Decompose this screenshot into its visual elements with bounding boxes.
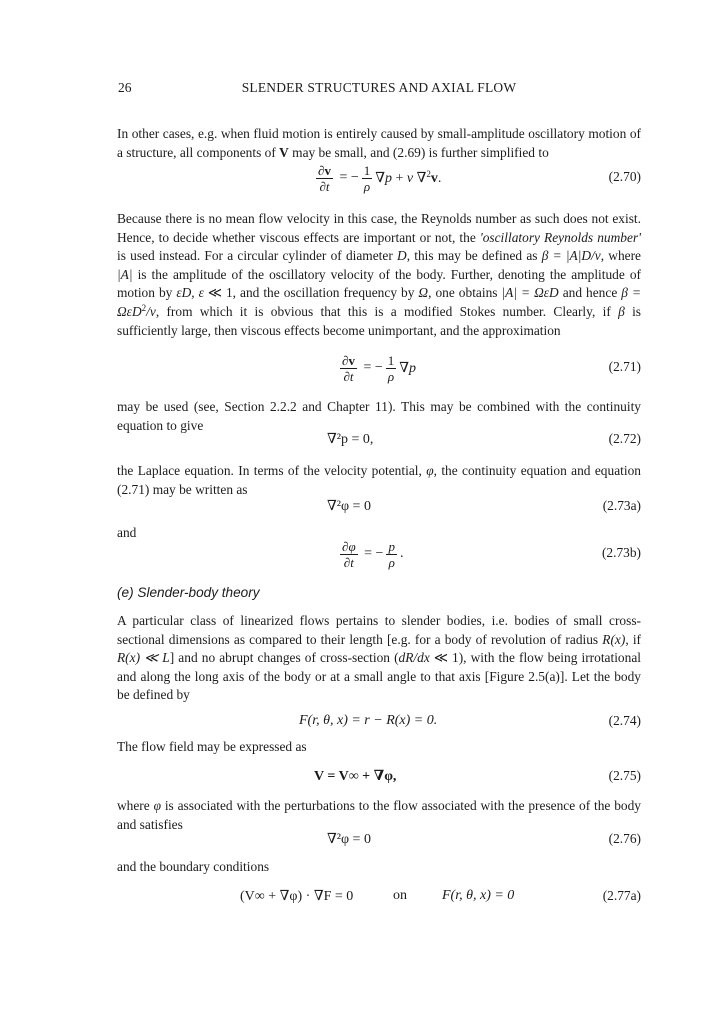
equation-2-73a: ∇²φ = 0 (2.73a) bbox=[327, 498, 641, 514]
equation-2-72: ∇²p = 0, (2.72) bbox=[327, 431, 641, 447]
paragraph-continuity: may be used (see, Section 2.2.2 and Chapter 11). This may be combined with the continuity equation to give bbox=[117, 399, 641, 433]
paragraph-slender-body: A particular class of linearized flows pertains to slender bodies, i.e. bodies of small cross-sectional dimensions as compared to their length [e.g. for a body of revolution of radius R(x), if R(x) ≪ L] and no abrupt changes of cross-section (dR/dx ≪ 1), with the flow being irrotational and along the long axis of the body or at a small angle to that axis [Figure 2.5(a)]. Let the body be defined by bbox=[117, 613, 641, 703]
page-header bbox=[118, 80, 640, 100]
equation-2-76: ∇²φ = 0 (2.76) bbox=[327, 831, 641, 847]
equation-2-77a: (V∞ + ∇φ) · ∇F = 0 on F(r, θ, x) = 0 (2.77a) bbox=[240, 888, 641, 904]
equation-2-75: V = V∞ + ∇φ, (2.75) bbox=[314, 768, 641, 784]
running-title: SLENDER STRUCTURES AND AXIAL FLOW bbox=[241, 80, 517, 95]
equation-number: (2.76) bbox=[608, 831, 641, 846]
page-number: 26 bbox=[118, 80, 132, 95]
paragraph-boundary-conditions: and the boundary conditions bbox=[117, 859, 270, 874]
equation-number: (2.74) bbox=[608, 713, 641, 728]
equation-2-70: $\frac{\partial v}{\partial t}$ = − $\frac{1}{\rho}$ ∇p + ν ∇$^2$v. (2.70) bbox=[318, 162, 641, 194]
equation-number: (2.73b) bbox=[601, 545, 641, 560]
equation-number: (2.71) bbox=[608, 359, 641, 374]
equation-2-74: F(r, θ, x) = r − R(x) = 0. (2.74) bbox=[299, 713, 641, 728]
word-and: and bbox=[117, 525, 137, 540]
paragraph-oscillatory-reynolds: Because there is no mean flow velocity in this case, the Reynolds number as such does not exist. Hence, to decide whether viscous effects are important or not, the 'oscillatory Reynolds number' is used instead. For a circular cylinder of diameter D, this may be defined as β = |A|D/ν, where |A| is the amplitude of the oscillatory velocity of the body. Further, denoting the amplitude of motion by εD, ε ≪ 1, and the oscillation frequency by Ω, one obtains |A| = ΩεD and hence β = ΩεD$^2$/ν, from which it is obvious that this is a modified Stokes number. Clearly, if β is sufficiently large, then viscous effects become unimportant, and the approximation bbox=[117, 211, 641, 338]
equation-number: (2.75) bbox=[608, 768, 641, 783]
paragraph-flow-field: The flow field may be expressed as bbox=[117, 739, 307, 754]
equation-number: (2.70) bbox=[608, 169, 641, 184]
section-heading: (e) Slender-body theory bbox=[117, 585, 260, 600]
paragraph-intro: In other cases, e.g. when fluid motion is entirely caused by small-amplitude oscillatory motion of a structure, all components of V may be small, and (2.69) is further simplified to bbox=[117, 126, 641, 160]
equation-number: (2.73a) bbox=[602, 498, 641, 513]
equation-2-73b: $\frac{\partial\varphi}{\partial t}$ = − $\frac{p}{\rho}$ . (2.73b) bbox=[342, 538, 641, 570]
equation-number: (2.77a) bbox=[602, 888, 641, 903]
paragraph-perturbations: where φ is associated with the perturbations to the flow associated with the presence of the body and satisfies bbox=[117, 798, 642, 832]
equation-2-71: $\frac{\partial v}{\partial t}$ = − $\frac{1}{\rho}$ ∇p (2.71) bbox=[342, 352, 641, 384]
equation-number: (2.72) bbox=[608, 431, 641, 446]
paragraph-laplace: the Laplace equation. In terms of the velocity potential, φ, the continuity equation and equation (2.71) may be written as bbox=[117, 463, 641, 497]
